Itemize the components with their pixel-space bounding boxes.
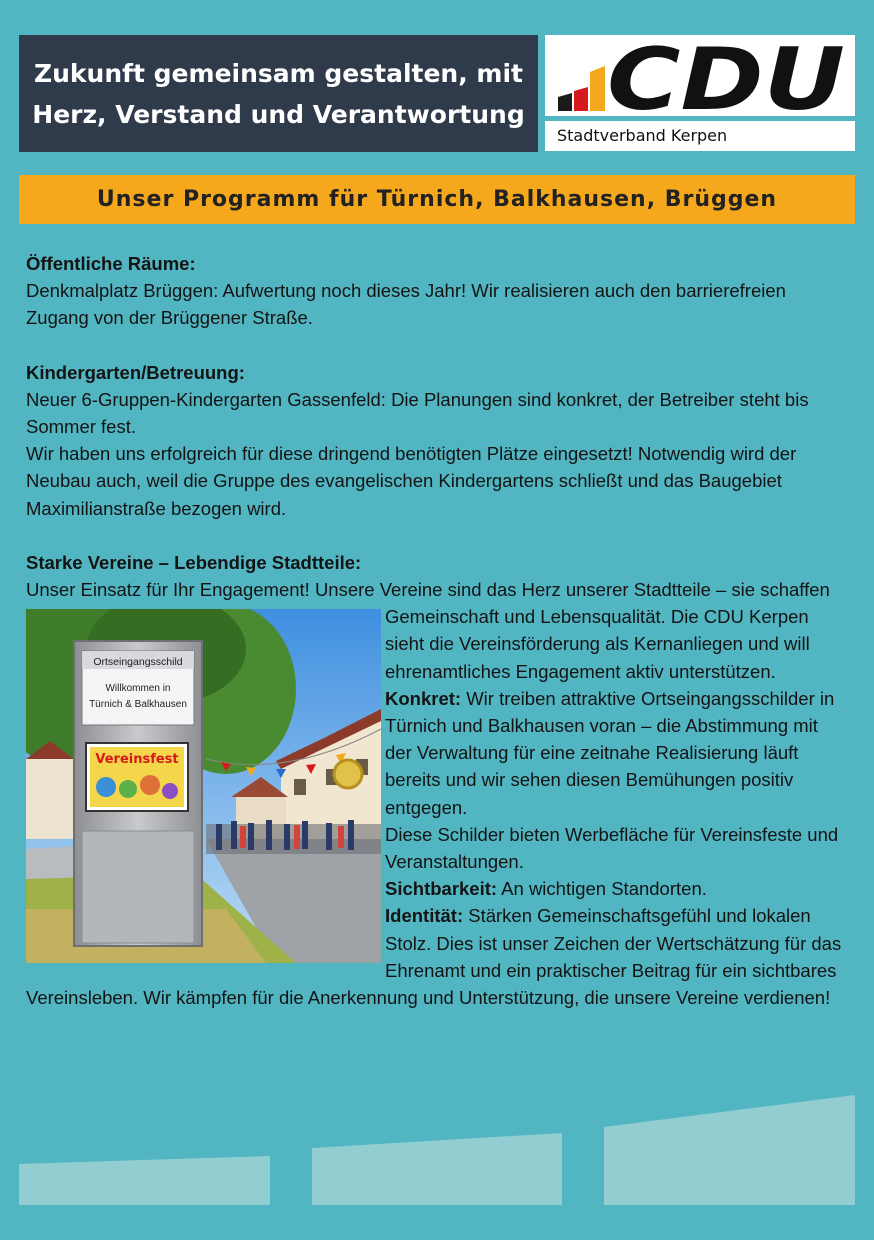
section-heading-vereine: Starke Vereine – Lebendige Stadtteile: — [26, 551, 362, 573]
sign-line-1: Willkommen in — [105, 683, 171, 695]
deco-shape-left — [19, 1156, 270, 1205]
identitaet-text: Stärken Gemeinschaftsgefühl und lokalen Stolz. Dies ist unser Zeichen der Wertschätzung für das Ehrenamt und ein praktischer Beitrag für ein sichtbares Vereinsleben. Wir kämpfen für die Anerkennung und Unterstützung, die unsere Vereine verdienen! — [26, 905, 842, 1009]
deco-shape-middle — [312, 1133, 562, 1205]
program-content — [26, 250, 846, 1011]
section-text-kindergarten-1: Neuer 6-Gruppen-Kindergarten Gassenfeld: Die Planungen sind konkret, der Betreiber steht bis Sommer fest. — [26, 388, 809, 438]
vereine-intro-start: Unser Einsatz für Ihr Engagement! Unsere Vereine sind das Herz unserer Stadtteile – sie — [26, 579, 756, 601]
logo-bar-red — [574, 87, 588, 111]
program-banner: Unser Programm für Türnich, Balkhausen, Brüggen — [19, 175, 855, 224]
decorative-shapes — [0, 1090, 874, 1240]
logo-bar-black — [558, 93, 572, 111]
logo-subtitle: Stadtverband Kerpen — [545, 121, 855, 151]
slogan-box — [19, 35, 538, 152]
schilder-text: Diese Schilder bieten Werbefläche für Vereinsfeste und Veranstaltungen. — [385, 823, 839, 873]
sign-title: Ortseingangsschild — [93, 656, 183, 669]
section-heading-kindergarten: Kindergarten/Betreuung: — [26, 361, 245, 383]
logo-bar-gold — [590, 66, 605, 111]
cdu-logo-icon — [545, 35, 855, 116]
section-text-public: Denkmalplatz Brüggen: Aufwertung noch dieses Jahr! Wir realisieren auch den barrierefreien Zugang von der Brüggener Straße. — [26, 280, 786, 329]
cdu-logo — [545, 35, 855, 116]
deco-shape-right — [604, 1095, 855, 1205]
poster-title: Vereinsfest — [95, 752, 179, 768]
section-heading-public: Öffentliche Räume: — [26, 253, 196, 274]
identitaet-label: Identität: — [385, 905, 464, 927]
town-sign-photo — [26, 609, 381, 963]
slogan-line-1: Zukunft gemeinsam gestalten, mit — [33, 58, 523, 88]
slogan-line-2: Herz, Verstand und Verantwortung — [32, 99, 525, 129]
sichtbarkeit-label: Sichtbarkeit: — [385, 878, 498, 900]
vereine-body — [26, 576, 846, 1011]
konkret-label: Konkret: — [385, 687, 462, 709]
sichtbarkeit-text: An wichtigen Standorten. — [497, 878, 707, 900]
town-sign-illustration — [26, 609, 381, 963]
konkret-text: Wir treiben attraktive Ortseingangsschilder in Türnich und Balkhausen voran – die Abstimmung mit der Verwaltung für eine zeitnahe Realisierung läuft bereits und wir sehen diesen Bemühungen positiv entgegen. — [385, 687, 835, 818]
logo-wordmark: CDU — [607, 35, 845, 116]
sign-line-2: Türnich & Balkhausen — [89, 699, 187, 711]
section-text-kindergarten-2: Wir haben uns erfolgreich für diese dringend benötigten Plätze eingesetzt! Notwendig wird der Neubau auch, weil die Gruppe des evangelischen Kindergartens schließt und das Baugebiet Maximilianstraße bezogen wird. — [26, 443, 797, 519]
vereine-intro-rest: schaffen Gemeinschaft und Lebensqualität. Die CDU Kerpen sieht die Vereinsförderung als Kernanliegen und will ehrenamtliches Engagement aktiv unterstützen. — [385, 579, 830, 682]
